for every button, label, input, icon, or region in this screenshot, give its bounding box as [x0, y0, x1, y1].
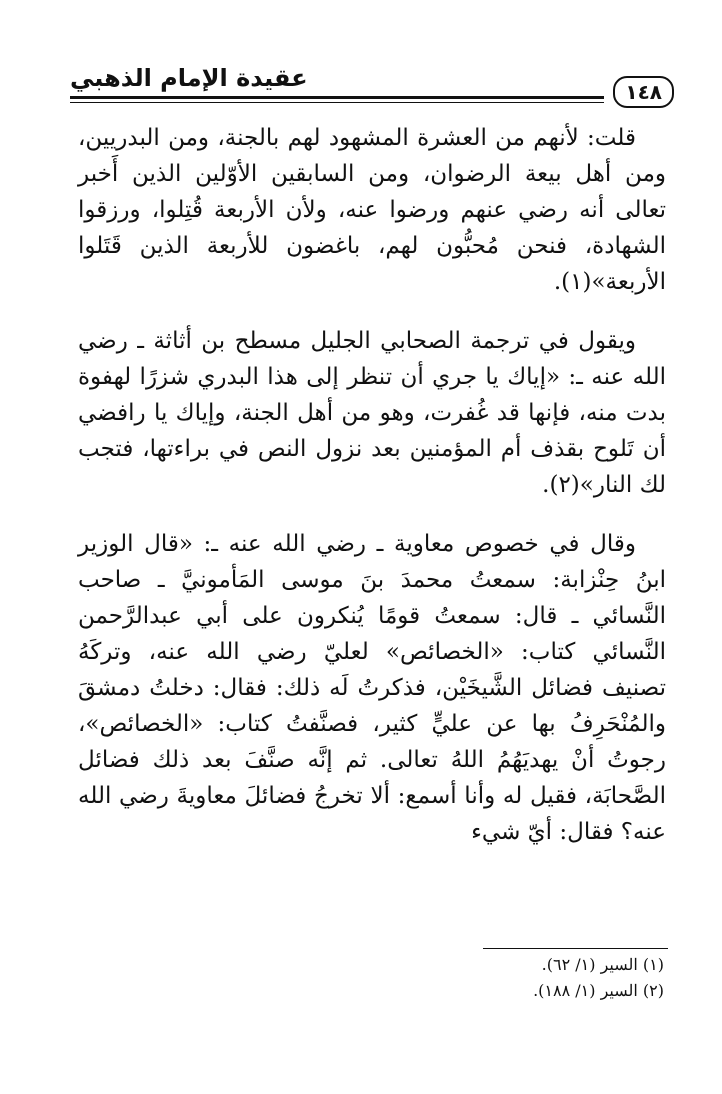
main-text [78, 120, 666, 850]
paragraph-3: وقال في خصوص معاوية ـ رضي الله عنه ـ: «قال الوزير ابنُ حِنْزابة: سمعتُ محمدَ بنَ موسى المَأمونيَّ ـ صاحب النَّسائي ـ قال: سمعتُ قومًا يُنكرون على أبي عبدالرَّحمن النَّسائي كتاب: «الخصائص» لعليّ رضي الله عنه، وتركَهُ تصنيف فضائل الشَّيخَيْن، فذكرتُ لَه ذلك: فقال: دخلتُ دمشقَ والمُنْحَرِفُ بها عن عليٍّ كثير، فصنَّفتُ كتاب: «الخصائص»، رجوتُ أنْ يهديَهُمُ اللهُ تعالى. ثم إنَّه صنَّفَ بعد ذلك فضائل الصَّحابَة، فقيل له وأنا أسمع: ألا تخرجُ فضائلَ معاويةَ رضي الله عنه؟ فقال: أيّ شيء [78, 531, 666, 845]
footnotes [264, 952, 664, 1004]
header-rule-thin [70, 102, 604, 103]
paragraph-1: قلت: لأنهم من العشرة المشهود لهم بالجنة، ومن البدريين، ومن أهل بيعة الرضوان، ومن السابقين الأوّلين الذين أَخبر تعالى أنه رضي عنهم ورضوا عنه، ولأن الأربعة قُتِلوا، ورزقوا الشهادة، فنحن مُحبُّون لهم، باغضون للأربعة الذين قَتَلوا الأربعة»(١). [78, 125, 666, 295]
footnote-separator [483, 948, 668, 949]
header-rule-thick [70, 96, 604, 99]
footnote-1: (١) السير (١/ ٦٢). [541, 955, 664, 974]
paragraph-2: ويقول في ترجمة الصحابي الجليل مسطح بن أثاثة ـ رضي الله عنه ـ: «إياك يا جري أن تنظر إلى هذا البدري شزرًا لهفوة بدت منه، فإنها قد غُفرت، وهو من أهل الجنة، وإياك يا رافضي أن تَلوح بقذف أم المؤمنين بعد نزول النص في براءتها، فتجب لك النار»(٢). [78, 328, 666, 498]
footnote-2: (٢) السير (١/ ١٨٨). [533, 981, 664, 1000]
page-header [70, 58, 674, 108]
running-title: عقيدة الإمام الذهبي [70, 64, 308, 92]
page-number: ١٤٨ [613, 76, 674, 108]
